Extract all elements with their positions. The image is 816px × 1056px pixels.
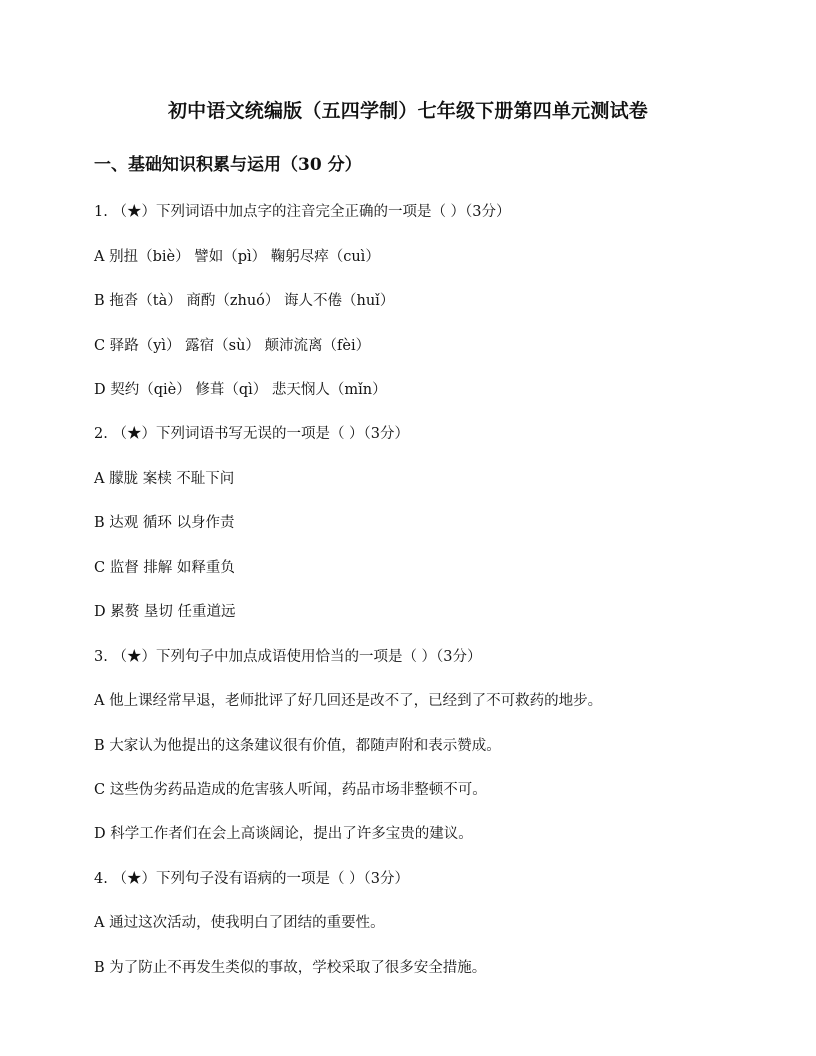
- question-option: B 达观 循环 以身作责: [94, 515, 235, 531]
- question-stem: 2. （★）下列词语书写无误的一项是（ ）（3分）: [94, 426, 410, 442]
- question-option: C 监督 排解 如释重负: [94, 560, 235, 576]
- question-option: D 契约（qiè） 修葺（qì） 悲天悯人（mǐn）: [94, 382, 387, 398]
- question-option: B 为了防止不再发生类似的事故，学校采取了很多安全措施。: [94, 960, 487, 976]
- question-option: D 科学工作者们在会上高谈阔论，提出了许多宝贵的建议。: [94, 826, 473, 842]
- question-option: D 累赘 垦切 任重道远: [94, 604, 236, 620]
- question-stem: 1. （★）下列词语中加点字的注音完全正确的一项是（ ）（3分）: [94, 204, 511, 220]
- question-option: A 朦胧 案椟 不耻下问: [94, 471, 235, 487]
- question-option: B 大家认为他提出的这条建议很有价值，都随声附和表示赞成。: [94, 738, 501, 754]
- question-option: A 别扭（biè） 譬如（pì） 鞠躬尽瘁（cuì）: [94, 249, 380, 265]
- question-option: B 拖沓（tà） 商酌（zhuó） 诲人不倦（huǐ）: [94, 293, 395, 309]
- question-option: C 驿路（yì） 露宿（sù） 颠沛流离（fèi）: [94, 338, 371, 354]
- question-option: A 他上课经常早退，老师批评了好几回还是改不了，已经到了不可救药的地步。: [94, 693, 603, 709]
- section-heading: 一、基础知识积累与运用（30 分）: [94, 155, 362, 175]
- page-title: 初中语文统编版（五四学制）七年级下册第四单元测试卷: [167, 100, 648, 122]
- question-stem: 4. （★）下列句子没有语病的一项是（ ）（3分）: [94, 871, 410, 887]
- question-option: A 通过这次活动，使我明白了团结的重要性。: [94, 915, 385, 931]
- question-option: C 这些伪劣药品造成的危害骇人听闻，药品市场非整顿不可。: [94, 782, 487, 798]
- question-stem: 3. （★）下列句子中加点成语使用恰当的一项是（ ）（3分）: [94, 649, 482, 665]
